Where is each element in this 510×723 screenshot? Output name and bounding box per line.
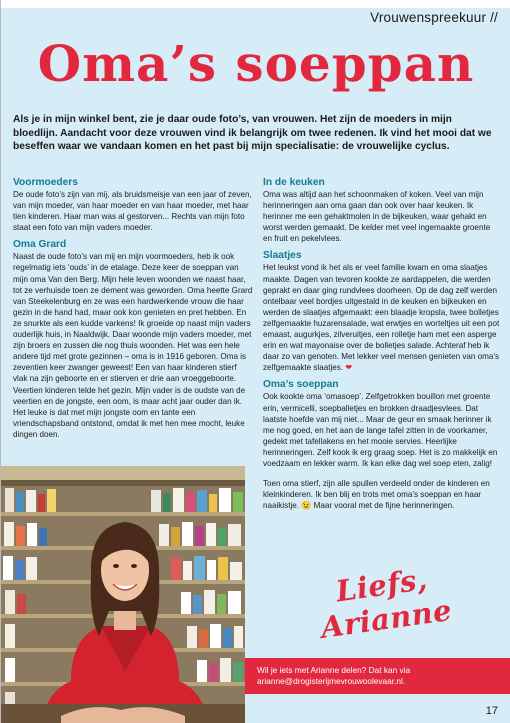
left-column bbox=[13, 176, 253, 440]
section-label: Vrouwenspreekuur // bbox=[370, 10, 498, 25]
page-number: 17 bbox=[485, 705, 498, 717]
author-photo bbox=[1, 466, 245, 723]
closing-text-b: Maar vooral met de fijne herinneringen. bbox=[313, 501, 455, 511]
heading-voormoeders: Voormoeders bbox=[13, 177, 78, 188]
heart-icon: ❤ bbox=[345, 363, 353, 373]
closing-text-a: Toen oma stierf, zijn alle spullen verdeeld onder de kinderen en kleinkinderen. Ik ben blij en trots met oma’s soeppan en haar naaikistje. bbox=[263, 479, 490, 511]
intro-paragraph: Als je in mijn winkel bent, zie je daar oude foto’s, van vrouwen. Het zijn de moeders in mijn bloedlijn. Aandacht voor deze vrouwen vind ik belangrijk om twee redenen. Ik vind het mooi dat we beseffen waar we vandaan komen en het past bij mijn specialisatie: de vrouwelijke cyclus. bbox=[13, 114, 492, 153]
slaatjes-text: Het leukst vond ik het als er veel familie kwam en oma slaatjes maakte. Dagen van tevoren kookte ze aardappelen, die werden geprakt en daar ging rundvlees doorheen. Op de dag zelf werden ontelbaar veel bordjes uitgestald in de keuken en bijkeuken en werden de slaatjes afgemaakt: een blaadje kropsla, twee bolletjes zelfgemaakte huzarensalade, wat erwtjes en worteltjes uit een pot emaast, augurkjes, zilveruitjes, een rolletje ham met een asperge erin en wat mayonaise over de bolletjes salade. Achteraf heb ik daar zo van genoten. Met lekker veel mensen genieten van oma’s zelfgemaakte slaatjes. bbox=[263, 263, 500, 373]
paragraph-in-de-keuken: Oma was altijd aan het schoonmaken of koken. Veel van mijn herinneringen aan oma gaan dan ook over haar keuken. Ik herinner me een gehaktmolen in de bijkeuken, waar gehakt en worst werden gemaakt. De kelder met veel ingemaakte groente en fruit en pekelvlees. bbox=[263, 190, 491, 244]
contact-callout bbox=[245, 658, 510, 694]
right-column bbox=[263, 176, 501, 511]
heading-slaatjes: Slaatjes bbox=[263, 250, 302, 262]
signature: Liefs, Arianne bbox=[318, 561, 454, 645]
wink-emoji-icon: 😉 bbox=[301, 501, 312, 511]
callout-text: Wil je iets met Arianne delen? Dat kan via bbox=[257, 665, 411, 675]
top-border bbox=[1, 0, 510, 8]
email-link[interactable]: arianne@drogisterijmevrouwoolevaar.nl. bbox=[257, 676, 406, 686]
author-photo-illustration bbox=[1, 466, 245, 723]
heading-omas-soeppan: Oma’s soeppan bbox=[263, 379, 339, 391]
article-title: Oma’s soeppan bbox=[37, 34, 475, 93]
heading-oma-grard: Oma Grard bbox=[13, 239, 67, 251]
paragraph-slaatjes bbox=[263, 262, 501, 373]
paragraph-omas-soeppan: Ook kookte oma ‘omasoep’. Zelfgetrokken bouillon met groente erin, vermicelli, soepballetjes en brokken draadjesvlees. Dat laatste hoefde van mij niet... Maar de geur en smaak herinner ik me nog goed, en het aan de lange tafel zitten in de voorkamer, gedekt met tafellakens en het mooie servies. Heerlijke herinneringen. Zelf kook ik erg graag soep. Het is zo makkelijk en voedzaam en lekker warm. Ik kan elke dag wel soep eten, zalig! bbox=[263, 392, 498, 468]
paragraph-voormoeders: De oude foto’s zijn van mij, als bruidsmeisje van een jaar of zeven, van mijn moeder, van haar moeder en van haar moeder, met haar tien kinderen. Haar man was al gestorven... Rechts van mijn foto staat een foto van mijn vaders moeder. bbox=[13, 190, 252, 233]
paragraph-oma-grard: Naast de oude foto’s van mij en mijn voormoeders, heb ik ook regelmatig iets ‘ouds’ in de etalage. Deze keer de soeppan van mijn oma Van den Berg. Mijn hele leven woonden we naast haar, tot ze verhuisde toen ze dement was geworden. Oma heette Grard van Steekelenburg en ze was een hardwerkende vrouw die haar gezin in de hand had, maar ook kon genieten en pret hebben. En ze snurkte als een kudde varkens! Ik groeide op naast mijn vaders ouderlijk huis, in Naaldwijk. Daar woonde mijn vaders moeder, met zijn broers en zussen die nog thuis woonden. Het was een hele andere tijd met grote gezinnen – oma is in 1916 geboren. Oma is zeventien keer zwanger geweest! Een van haar kinderen stierf vlak na zijn geboorte en er stierven er drie aan vroeggeboorte. Veertien kinderen telde het gezin. Mijn vader is de oudste van de veertien en de jongste, een oom, is maar acht jaar ouder dan ik. Het leuke is dat met mijn jongste oom en tante een vriendschapsband ontstond, omdat ik met hen mee mocht, leuke dingen doen. bbox=[13, 252, 253, 439]
paragraph-closing bbox=[263, 478, 501, 511]
heading-in-de-keuken: In de keuken bbox=[263, 177, 325, 188]
